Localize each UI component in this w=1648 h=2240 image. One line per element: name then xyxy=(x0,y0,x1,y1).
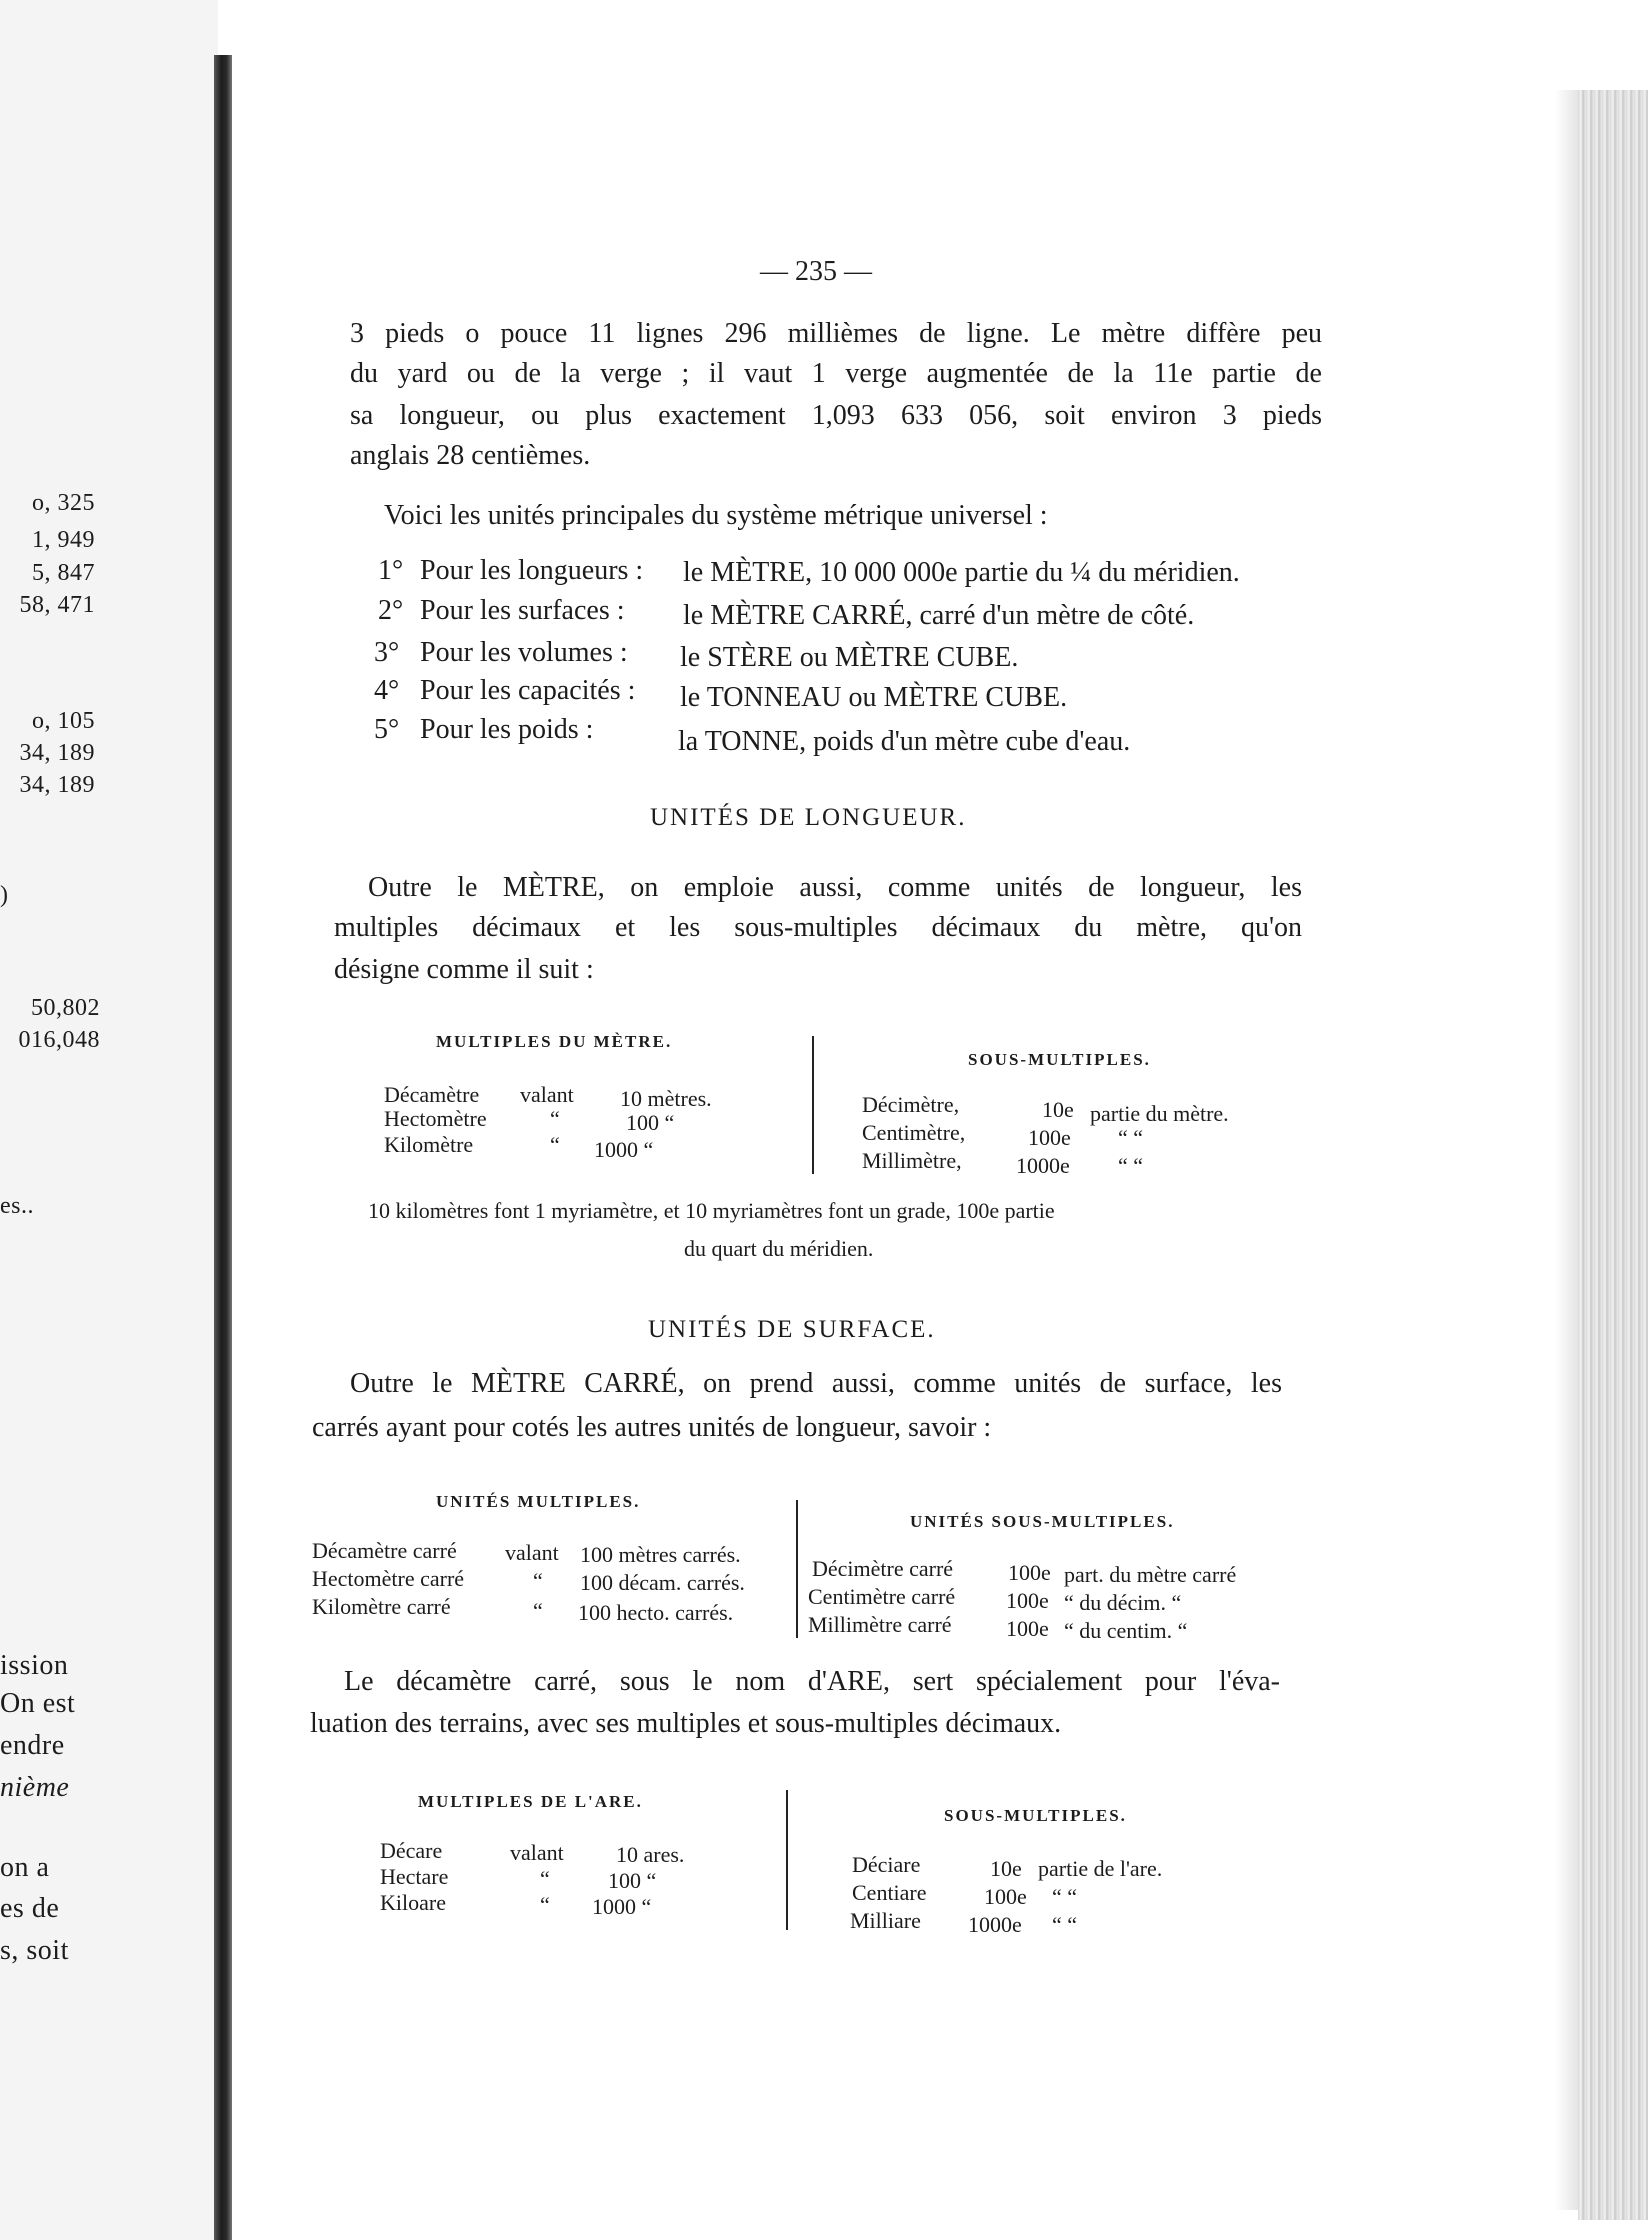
table-header: SOUS-MULTIPLES. xyxy=(944,1806,1127,1825)
table-cell: 10e xyxy=(990,1856,1022,1881)
section-heading-longueur: UNITÉS DE LONGUEUR. xyxy=(650,804,967,831)
unit-number: 1° xyxy=(378,555,404,586)
table-cell: Millimètre carré xyxy=(808,1612,952,1637)
longueur-line: désigne comme il suit : xyxy=(334,954,594,985)
table-cell: Kiloare xyxy=(380,1890,446,1915)
table-cell: “ xyxy=(533,1568,543,1593)
column-separator xyxy=(786,1790,788,1930)
intro-line: anglais 28 centièmes. xyxy=(350,440,591,471)
intro-line: du yard ou de la verge ; il vaut 1 verge augmentée de la 11e partie de xyxy=(350,358,1322,389)
table-cell: Déciare xyxy=(852,1852,921,1877)
intro-line: 3 pieds o pouce 11 lignes 296 millièmes de ligne. Le mètre diffère peu xyxy=(350,318,1322,349)
table-cell: 10e xyxy=(1042,1097,1074,1122)
table-header: UNITÉS MULTIPLES. xyxy=(436,1492,641,1511)
page-edge-shadow xyxy=(1555,90,1580,2210)
table-cell: 10 ares. xyxy=(616,1842,685,1867)
unit-label: Pour les volumes : xyxy=(420,637,628,668)
table-cell: “ du décim. “ xyxy=(1064,1590,1182,1615)
table-cell: Centiare xyxy=(852,1880,927,1905)
unit-value: le TONNEAU ou MÈTRE CUBE. xyxy=(680,682,1068,713)
left-number: 016,048 xyxy=(18,1027,100,1053)
left-text: es de xyxy=(0,1893,60,1924)
table-cell: “ “ xyxy=(1118,1125,1144,1150)
left-number: 50,802 xyxy=(31,995,100,1021)
left-text: ission xyxy=(0,1650,69,1681)
left-page-fragment xyxy=(0,0,218,2240)
unit-label: Pour les surfaces : xyxy=(420,595,625,626)
table-cell: Kilomètre carré xyxy=(312,1594,451,1619)
table-cell: “ xyxy=(550,1106,560,1131)
table-cell: Décare xyxy=(380,1838,443,1863)
table-cell: Décamètre carré xyxy=(312,1538,457,1563)
table-cell: 100 “ xyxy=(626,1110,675,1135)
unit-value: le STÈRE ou MÈTRE CUBE. xyxy=(680,642,1019,673)
unit-value: le MÈTRE CARRÉ, carré d'un mètre de côté. xyxy=(683,600,1195,631)
unit-number: 3° xyxy=(374,637,400,668)
table-cell: 100e xyxy=(984,1884,1027,1909)
left-text: nième xyxy=(0,1772,70,1803)
unit-label: Pour les longueurs : xyxy=(420,555,644,586)
book-spine xyxy=(214,55,232,2240)
left-number: o, 325 xyxy=(32,490,95,516)
are-line: luation des terrains, avec ses multiples et sous-multiples décimaux. xyxy=(310,1708,1062,1739)
page-stack-edge xyxy=(1578,90,1648,2220)
page-number: — 235 — xyxy=(760,256,872,287)
table-cell: 100e xyxy=(1006,1616,1049,1641)
table-cell: 1000 “ xyxy=(594,1137,654,1162)
table-cell: Décamètre xyxy=(384,1082,480,1107)
unit-number: 4° xyxy=(374,675,400,706)
table-cell: Centimètre carré xyxy=(808,1584,956,1609)
table-header: MULTIPLES DE L'ARE. xyxy=(418,1792,643,1811)
table-cell: 100e xyxy=(1028,1125,1071,1150)
table-cell: 1000e xyxy=(1016,1153,1070,1178)
table-cell: Millimètre, xyxy=(862,1148,962,1173)
unit-number: 5° xyxy=(374,714,400,745)
left-number: 34, 189 xyxy=(19,772,95,798)
table-cell: 1000 “ xyxy=(592,1894,652,1919)
surface-line: Outre le MÈTRE CARRÉ, on prend aussi, comme unités de surface, les xyxy=(350,1368,1282,1399)
left-number: ) xyxy=(0,882,9,908)
table-cell: Milliare xyxy=(850,1908,921,1933)
table-cell: Hectare xyxy=(380,1864,449,1889)
unit-label: Pour les capacités : xyxy=(420,675,636,706)
table-cell: 1000e xyxy=(968,1912,1022,1937)
unit-value: la TONNE, poids d'un mètre cube d'eau. xyxy=(678,726,1131,757)
column-separator xyxy=(812,1036,814,1174)
left-number: 34, 189 xyxy=(19,740,95,766)
table-cell: Hectomètre xyxy=(384,1106,487,1131)
unit-label: Pour les poids : xyxy=(420,714,594,745)
left-text: On est xyxy=(0,1688,76,1719)
table-header: UNITÉS SOUS-MULTIPLES. xyxy=(910,1512,1175,1531)
table-cell: “ xyxy=(540,1892,550,1917)
left-number: o, 105 xyxy=(32,708,95,734)
column-separator xyxy=(796,1500,798,1638)
left-text: on a xyxy=(0,1852,50,1883)
are-line: Le décamètre carré, sous le nom d'ARE, sert spécialement pour l'éva- xyxy=(344,1666,1280,1697)
left-number: 58, 471 xyxy=(19,592,95,618)
table-header: MULTIPLES DU MÈTRE. xyxy=(436,1032,673,1051)
table-cell: 100 hecto. carrés. xyxy=(578,1600,734,1625)
table-cell: Centimètre, xyxy=(862,1120,966,1145)
longueur-line: Outre le MÈTRE, on emploie aussi, comme unités de longueur, les xyxy=(368,872,1302,903)
table-cell: 10 mètres. xyxy=(620,1086,712,1111)
longueur-line: multiples décimaux et les sous-multiples décimaux du mètre, qu'on xyxy=(334,912,1302,943)
table-cell: partie de l'are. xyxy=(1038,1856,1163,1881)
table-cell: valant xyxy=(510,1840,564,1865)
table-cell: 100e xyxy=(1006,1588,1049,1613)
table-cell: “ xyxy=(533,1598,543,1623)
table-cell: 100 décam. carrés. xyxy=(580,1570,745,1595)
table-cell: “ “ xyxy=(1118,1153,1144,1178)
table-cell: valant xyxy=(505,1540,559,1565)
table-cell: 100e xyxy=(1008,1560,1051,1585)
table-cell: part. du mètre carré xyxy=(1064,1562,1237,1587)
left-number: 5, 847 xyxy=(32,560,95,586)
table-cell: 100 mètres carrés. xyxy=(580,1542,741,1567)
surface-line: carrés ayant pour cotés les autres unités de longueur, savoir : xyxy=(312,1412,992,1443)
section-heading-surface: UNITÉS DE SURFACE. xyxy=(648,1316,936,1343)
table-cell: 100 “ xyxy=(608,1868,657,1893)
table-cell: “ “ xyxy=(1052,1912,1078,1937)
units-intro: Voici les unités principales du système métrique universel : xyxy=(384,500,1048,531)
table-cell: “ du centim. “ xyxy=(1064,1618,1188,1643)
table-header: SOUS-MULTIPLES. xyxy=(968,1050,1151,1069)
table-cell: Hectomètre carré xyxy=(312,1566,465,1591)
table-cell: Décimètre carré xyxy=(812,1556,954,1581)
unit-value: le MÈTRE, 10 000 000e partie du ¼ du méridien. xyxy=(683,557,1240,588)
table-cell: valant xyxy=(520,1082,574,1107)
intro-line: sa longueur, ou plus exactement 1,093 633 056, soit environ 3 pieds xyxy=(350,400,1322,431)
table-cell: partie du mètre. xyxy=(1090,1101,1229,1126)
table-cell: “ “ xyxy=(1052,1884,1078,1909)
left-text: s, soit xyxy=(0,1935,69,1966)
table-cell: Décimètre, xyxy=(862,1092,960,1117)
table-cell: Kilomètre xyxy=(384,1132,474,1157)
table-cell: “ xyxy=(550,1132,560,1157)
left-text: es.. xyxy=(0,1193,34,1219)
left-text: endre xyxy=(0,1730,65,1761)
longueur-note: 10 kilomètres font 1 myriamètre, et 10 myriamètres font un grade, 100e partie xyxy=(368,1198,1055,1223)
left-number: 1, 949 xyxy=(32,527,95,553)
unit-number: 2° xyxy=(378,595,404,626)
longueur-note: du quart du méridien. xyxy=(684,1236,874,1261)
table-cell: “ xyxy=(540,1866,550,1891)
